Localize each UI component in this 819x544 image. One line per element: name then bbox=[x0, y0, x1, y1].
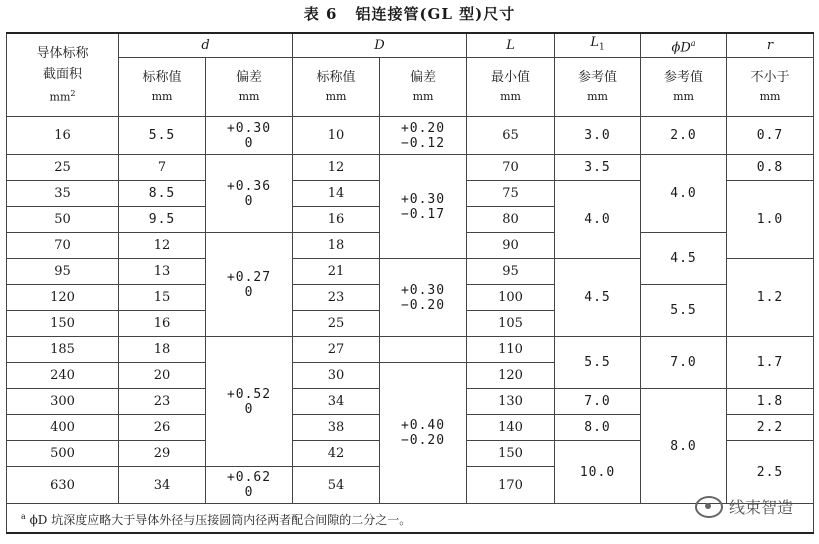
wechat-logo-icon bbox=[695, 496, 723, 518]
cell-phiD: 8.0 bbox=[641, 389, 727, 504]
cell-D: 18 bbox=[293, 233, 380, 259]
cell-L: 95 bbox=[467, 259, 555, 285]
footnote bbox=[7, 504, 814, 534]
cell-L1: 4.0 bbox=[555, 181, 641, 259]
cell-D-tolerance: +0.40 −0.20 bbox=[380, 363, 467, 504]
cell-d: 8.5 bbox=[119, 181, 206, 207]
cell-D: 14 bbox=[293, 181, 380, 207]
cell-L: 150 bbox=[467, 441, 555, 467]
cell-phiD: 2.0 bbox=[641, 117, 727, 155]
header-D-nominal: 标称值 mm bbox=[293, 58, 380, 117]
cell-L: 110 bbox=[467, 337, 555, 363]
cell-L: 170 bbox=[467, 467, 555, 504]
cell-size: 120 bbox=[7, 285, 119, 311]
table-row bbox=[7, 155, 814, 181]
header-phiD: $\phi D^a$ bbox=[641, 33, 727, 58]
cell-D: 21 bbox=[293, 259, 380, 285]
cell-d: 18 bbox=[119, 337, 206, 363]
cell-d: 7 bbox=[119, 155, 206, 181]
table-row bbox=[7, 117, 814, 155]
cell-r: 2.2 bbox=[727, 415, 814, 441]
cell-L: 105 bbox=[467, 311, 555, 337]
cell-D: 16 bbox=[293, 207, 380, 233]
cell-r: 1.8 bbox=[727, 389, 814, 415]
cell-D-tolerance: +0.20 −0.12 bbox=[380, 117, 467, 155]
cell-r: 1.0 bbox=[727, 181, 814, 259]
cell-size: 95 bbox=[7, 259, 119, 285]
cell-L1: 3.5 bbox=[555, 155, 641, 181]
cell-d: 34 bbox=[119, 467, 206, 504]
cell-L: 120 bbox=[467, 363, 555, 389]
cell-D: 27 bbox=[293, 337, 380, 363]
table-title bbox=[0, 3, 819, 24]
cell-d: 5.5 bbox=[119, 117, 206, 155]
header-L-min: 最小值 mm bbox=[467, 58, 555, 117]
header-D-deviation: 偏差 mm bbox=[380, 58, 467, 117]
header-conductor: 导体标称 截面积 $mm^2$ bbox=[7, 33, 119, 117]
cell-D: 25 bbox=[293, 311, 380, 337]
cell-D: 23 bbox=[293, 285, 380, 311]
header-L1-ref: 参考值 mm bbox=[555, 58, 641, 117]
cell-L: 140 bbox=[467, 415, 555, 441]
cell-d: 26 bbox=[119, 415, 206, 441]
cell-size: 70 bbox=[7, 233, 119, 259]
cell-size: 630 bbox=[7, 467, 119, 504]
cell-size: 400 bbox=[7, 415, 119, 441]
cell-D-tolerance-blank bbox=[380, 337, 467, 363]
cell-size: 500 bbox=[7, 441, 119, 467]
cell-phiD: 5.5 bbox=[641, 285, 727, 337]
cell-L1: 8.0 bbox=[555, 415, 641, 441]
footnote-text: ϕD 坑深度应略大于导体外径与压接圆筒内径两者配合间隙的二分之一。 bbox=[29, 512, 412, 527]
cell-d-tolerance: +0.27 0 bbox=[206, 233, 293, 337]
header-r-min: 不小于 mm bbox=[727, 58, 814, 117]
cell-L: 75 bbox=[467, 181, 555, 207]
cell-phiD: 4.0 bbox=[641, 155, 727, 233]
cell-d: 23 bbox=[119, 389, 206, 415]
watermark-text: 线束智造 bbox=[728, 498, 793, 517]
cell-phiD: 4.5 bbox=[641, 233, 727, 285]
cell-size: 25 bbox=[7, 155, 119, 181]
cell-D: 34 bbox=[293, 389, 380, 415]
cell-r: 0.8 bbox=[727, 155, 814, 181]
cell-D: 38 bbox=[293, 415, 380, 441]
cell-d-tolerance: +0.36 0 bbox=[206, 155, 293, 233]
cell-d: 12 bbox=[119, 233, 206, 259]
cell-d: 29 bbox=[119, 441, 206, 467]
cell-L1: 10.0 bbox=[555, 441, 641, 504]
cell-D-tolerance: +0.30 −0.17 bbox=[380, 155, 467, 259]
cell-size: 35 bbox=[7, 181, 119, 207]
cell-D: 42 bbox=[293, 441, 380, 467]
cell-r: 2.5 bbox=[727, 441, 814, 504]
header-d-deviation: 偏差 mm bbox=[206, 58, 293, 117]
cell-D: 54 bbox=[293, 467, 380, 504]
cell-d-tolerance: +0.62 0 bbox=[206, 467, 293, 504]
header-L1: $L_1$ bbox=[555, 33, 641, 58]
cell-size: 240 bbox=[7, 363, 119, 389]
header-d: d bbox=[119, 33, 293, 58]
cell-L1: 4.5 bbox=[555, 259, 641, 337]
cell-size: 300 bbox=[7, 389, 119, 415]
table-number: 表 6 bbox=[303, 5, 338, 23]
cell-L: 80 bbox=[467, 207, 555, 233]
cell-size: 150 bbox=[7, 311, 119, 337]
cell-size: 185 bbox=[7, 337, 119, 363]
cell-L: 70 bbox=[467, 155, 555, 181]
cell-r: 1.7 bbox=[727, 337, 814, 389]
cell-L1: 3.0 bbox=[555, 117, 641, 155]
table-row bbox=[7, 337, 814, 363]
cell-phiD: 7.0 bbox=[641, 337, 727, 389]
cell-D: 10 bbox=[293, 117, 380, 155]
cell-L: 65 bbox=[467, 117, 555, 155]
cell-L1: 5.5 bbox=[555, 337, 641, 389]
cell-L1: 7.0 bbox=[555, 389, 641, 415]
footnote-marker: a bbox=[21, 511, 26, 521]
header-d-nominal: 标称值 mm bbox=[119, 58, 206, 117]
cell-d: 13 bbox=[119, 259, 206, 285]
header-L: L bbox=[467, 33, 555, 58]
header-r: r bbox=[727, 33, 814, 58]
cell-D: 30 bbox=[293, 363, 380, 389]
header-phiD-ref: 参考值 mm bbox=[641, 58, 727, 117]
cell-L: 90 bbox=[467, 233, 555, 259]
cell-size: 16 bbox=[7, 117, 119, 155]
dimensions-table bbox=[6, 32, 814, 534]
header-D: D bbox=[293, 33, 467, 58]
cell-d: 9.5 bbox=[119, 207, 206, 233]
cell-d-tolerance: +0.30 0 bbox=[206, 117, 293, 155]
cell-d: 20 bbox=[119, 363, 206, 389]
cell-D-tolerance: +0.30 −0.20 bbox=[380, 259, 467, 337]
cell-d-tolerance: +0.52 0 bbox=[206, 337, 293, 467]
cell-size: 50 bbox=[7, 207, 119, 233]
cell-r: 0.7 bbox=[727, 117, 814, 155]
table-caption: 铝连接管(GL 型)尺寸 bbox=[355, 5, 516, 23]
cell-r: 1.2 bbox=[727, 259, 814, 337]
cell-L: 130 bbox=[467, 389, 555, 415]
cell-D: 12 bbox=[293, 155, 380, 181]
watermark bbox=[695, 495, 793, 518]
cell-d: 15 bbox=[119, 285, 206, 311]
cell-L: 100 bbox=[467, 285, 555, 311]
cell-d: 16 bbox=[119, 311, 206, 337]
